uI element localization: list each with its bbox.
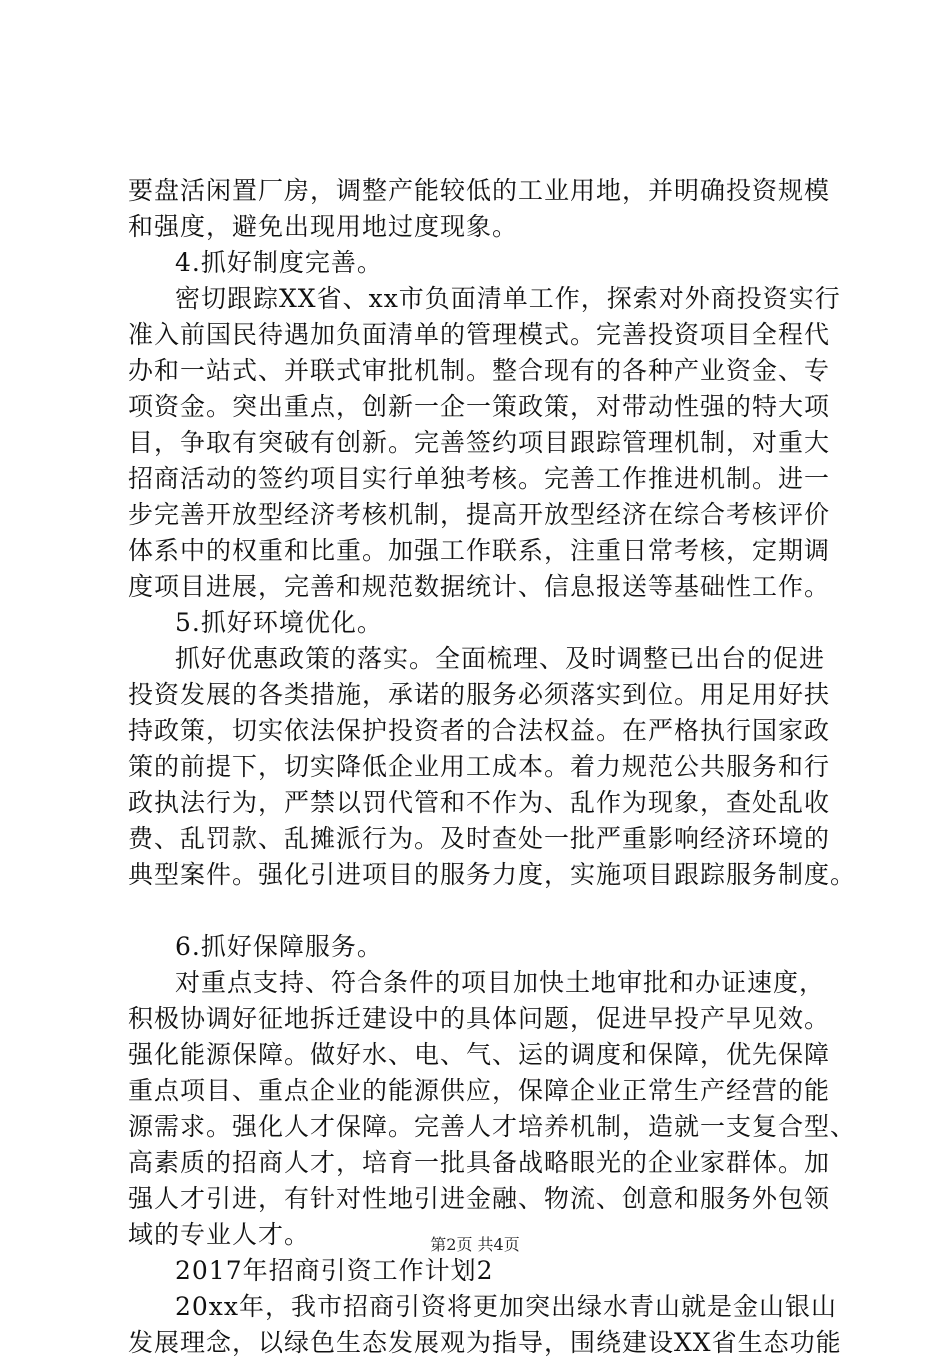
text-line: 投资发展的各类措施，承诺的服务必须落实到位。用足用好扶 xyxy=(128,680,831,709)
text-line: 2017年招商引资工作计划2 xyxy=(175,1256,494,1285)
document-body xyxy=(128,173,857,1361)
text-line: 项资金。突出重点，创新一企一策政策，对带动性强的特大项 xyxy=(128,392,831,421)
text-line: 4.抓好制度完善。 xyxy=(175,248,383,277)
text-line: 持政策，切实依法保护投资者的合法权益。在严格执行国家政 xyxy=(128,716,831,745)
text-line: 政执法行为，严禁以罚代管和不作为、乱作为现象，查处乱收 xyxy=(128,788,831,817)
text-line: 域的专业人才。 xyxy=(128,1220,311,1249)
text-line: 度项目进展，完善和规范数据统计、信息报送等基础性工作。 xyxy=(128,572,831,601)
text-line: 典型案件。强化引进项目的服务力度，实施项目跟踪服务制度。 xyxy=(128,860,857,889)
text-line: 办和一站式、并联式审批机制。整合现有的各种产业资金、专 xyxy=(128,356,831,385)
paragraph-spacer xyxy=(128,893,828,929)
text-line: 要盘活闲置厂房，调整产能较低的工业用地，并明确投资规模 xyxy=(128,176,831,205)
text-line: 费、乱罚款、乱摊派行为。及时查处一批严重影响经济环境的 xyxy=(128,824,831,853)
text-line: 和强度，避免出现用地过度现象。 xyxy=(128,212,519,241)
text-line: 20xx年，我市招商引资将更加突出绿水青山就是金山银山 xyxy=(175,1292,838,1321)
text-line: 目，争取有突破有创新。完善签约项目跟踪管理机制，对重大 xyxy=(128,428,831,457)
text-line: 密切跟踪XX省、xx市负面清单工作，探索对外商投资实行 xyxy=(175,284,841,313)
text-line: 5.抓好环境优化。 xyxy=(175,608,383,637)
text-line: 体系中的权重和比重。加强工作联系，注重日常考核，定期调 xyxy=(128,536,831,565)
text-line: 策的前提下，切实降低企业用工成本。着力规范公共服务和行 xyxy=(128,752,831,781)
text-line: 高素质的招商人才，培育一批具备战略眼光的企业家群体。加 xyxy=(128,1148,831,1177)
text-line: 源需求。强化人才保障。完善人才培养机制，造就一支复合型、 xyxy=(128,1112,857,1141)
text-line: 强人才引进，有针对性地引进金融、物流、创意和服务外包领 xyxy=(128,1184,831,1213)
text-line: 步完善开放型经济考核机制，提高开放型经济在综合考核评价 xyxy=(128,500,831,529)
text-line: 强化能源保障。做好水、电、气、运的调度和保障，优先保障 xyxy=(128,1040,831,1069)
text-line: 积极协调好征地拆迁建设中的具体问题，促进早投产早见效。 xyxy=(128,1004,831,1033)
text-line: 对重点支持、符合条件的项目加快土地审批和办证速度， xyxy=(175,968,826,997)
text-line: 重点项目、重点企业的能源供应，保障企业正常生产经营的能 xyxy=(128,1076,831,1105)
text-line: 6.抓好保障服务。 xyxy=(175,932,383,961)
text-line: 发展理念，以绿色生态发展观为指导，围绕建设XX省生态功能 xyxy=(128,1328,842,1357)
text-line: 招商活动的签约项目实行单独考核。完善工作推进机制。进一 xyxy=(128,464,831,493)
text-line: 准入前国民待遇加负面清单的管理模式。完善投资项目全程代 xyxy=(128,320,831,349)
text-line: 抓好优惠政策的落实。全面梳理、及时调整已出台的促进 xyxy=(175,644,826,673)
page-footer: 第2页 共4页 xyxy=(430,1235,520,1254)
